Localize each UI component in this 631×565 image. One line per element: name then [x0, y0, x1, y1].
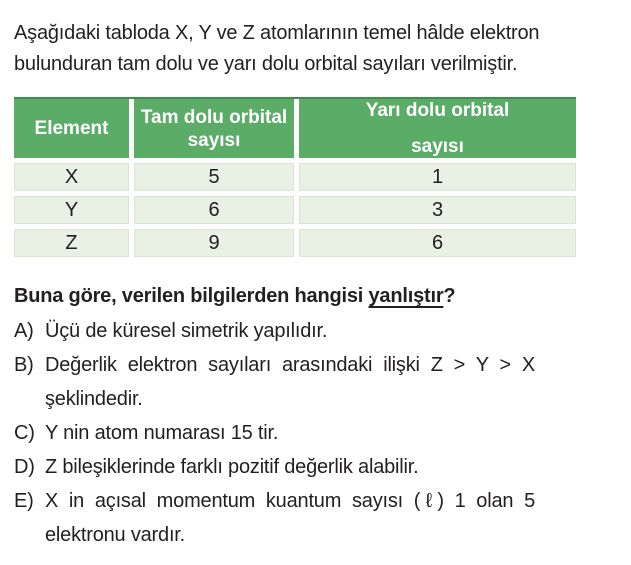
- option-b: [14, 348, 617, 416]
- option-d: [14, 450, 617, 484]
- header-label: Element: [34, 117, 109, 139]
- cell-x-full: 5: [134, 163, 294, 191]
- option-line: Z bileşiklerinde farklı pozitif değerlik alabilir.: [45, 456, 419, 478]
- question-stem: [14, 281, 617, 311]
- option-label: B): [14, 354, 34, 376]
- option-label: D): [14, 456, 35, 478]
- option-text: [45, 348, 535, 416]
- header-label-line: Yarı dolu orbital: [365, 99, 510, 121]
- option-line: Değerlik elektron sayıları arasındaki ilişki Z > Y > X: [45, 354, 535, 376]
- cell-element-x: X: [14, 163, 129, 191]
- intro-paragraph: [14, 18, 617, 80]
- option-line: şeklindedir.: [45, 388, 143, 410]
- option-text: [45, 450, 535, 484]
- cell-y-half: 3: [299, 196, 576, 224]
- option-c: [14, 416, 617, 450]
- intro-line: bulunduran tam dolu ve yarı dolu orbital sayıları verilmiştir.: [14, 53, 518, 75]
- header-label-line: Tam dolu orbital: [140, 106, 288, 128]
- cell-z-half: 6: [299, 229, 576, 257]
- option-line: Üçü de küresel simetrik yapılıdır.: [45, 320, 328, 342]
- option-label: E): [14, 490, 34, 512]
- orbital-table: [14, 97, 576, 257]
- cell-y-full: 6: [134, 196, 294, 224]
- option-text: [45, 416, 535, 450]
- question-prefix: Buna göre, verilen bilgilerden hangisi: [14, 285, 369, 307]
- cell-element-y: Y: [14, 196, 129, 224]
- option-e: [14, 484, 617, 552]
- header-label-line: sayısı: [411, 135, 464, 157]
- answer-options: [14, 314, 617, 552]
- header-cell-full-orbital-count: [134, 99, 294, 158]
- cell-element-z: Z: [14, 229, 129, 257]
- option-line: elektronu vardır.: [45, 524, 186, 546]
- option-label: C): [14, 422, 35, 444]
- header-cell-half-orbital-count: [299, 99, 576, 158]
- option-label: A): [14, 320, 34, 342]
- question-suffix: ?: [443, 285, 456, 307]
- option-line: Y nin atom numarası 15 tir.: [45, 422, 279, 444]
- header-cell-element: [14, 99, 129, 158]
- option-line: X in açısal momentum kuantum sayısı (ℓ) 1 olan 5: [45, 490, 535, 512]
- intro-line: Aşağıdaki tabloda X, Y ve Z atomlarının temel hâlde elektron: [14, 22, 540, 44]
- cell-x-half: 1: [299, 163, 576, 191]
- cell-z-full: 9: [134, 229, 294, 257]
- option-text: [45, 314, 535, 348]
- option-text: [45, 484, 535, 552]
- question-underlined-word: yanlıştır: [368, 285, 444, 307]
- option-a: [14, 314, 617, 348]
- header-label-line: sayısı: [187, 129, 241, 151]
